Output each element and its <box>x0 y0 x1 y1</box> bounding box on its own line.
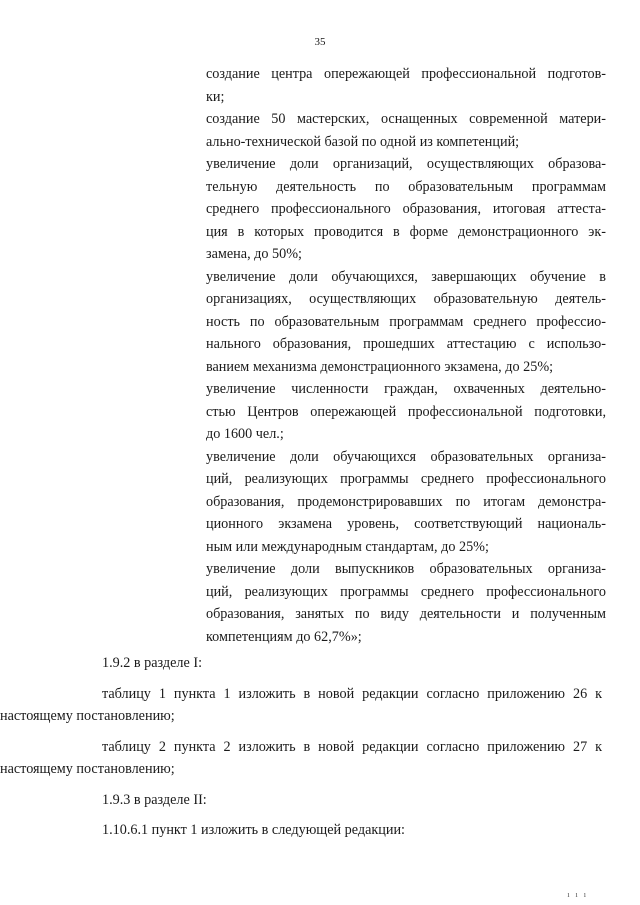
paragraph-1-9-3 <box>102 789 602 812</box>
paragraph-table-2 <box>0 736 602 781</box>
main-paragraphs <box>0 652 602 850</box>
list-line: ки; <box>206 88 225 105</box>
paragraph-text-line: настоящему постановлению; <box>0 708 175 724</box>
paragraph-text: 1.10.6.1 пункт 1 изложить в следующей редакции: <box>102 822 405 838</box>
list-line: создание 50 мастерских, оснащенных современной матери- <box>206 111 606 127</box>
paragraph-text-line: таблицу 1 пункта 1 изложить в новой редакции согласно приложению 26 к <box>102 685 602 702</box>
list-line: замена, до 50%; <box>206 246 302 262</box>
list-line: до 1600 чел.; <box>206 426 284 442</box>
list-line: увеличение численности граждан, охваченных деятельно- <box>206 381 606 397</box>
list-line: организациях, осуществляющих образовательную деятель- <box>206 291 606 307</box>
paragraph-1-9-2 <box>102 652 602 675</box>
paragraph-table-1 <box>0 683 602 728</box>
list-line: образования, продемонстрировавших по итогам демонстра- <box>206 493 606 510</box>
list-line: увеличение доли выпускников образовательных организа- <box>206 561 606 577</box>
list-line: образования, занятых по виду деятельности и полученным <box>206 606 606 622</box>
list-line: стью Центров опережающей профессиональной подготовки, <box>206 403 606 420</box>
list-line: ность по образовательным программам среднего профессио- <box>206 313 606 330</box>
paragraph-text: 1.9.2 в разделе I: <box>102 655 203 671</box>
list-line: ально-технической базой по одной из компетенций; <box>206 133 520 150</box>
list-line: ций, реализующих программы среднего профессионального <box>206 583 606 600</box>
list-line: нального образования, прошедших аттестацию с использо- <box>206 336 606 352</box>
paragraph-text-line: таблицу 2 пункта 2 изложить в новой редакции согласно приложению 27 к <box>102 738 602 755</box>
page-number: 35 <box>314 36 326 48</box>
list-line: тельную деятельность по образовательным программам <box>206 178 606 195</box>
paragraph-text-line: настоящему постановлению; <box>0 761 175 777</box>
list-line: увеличение доли организаций, осуществляющих образова- <box>206 156 606 172</box>
list-line: ций, реализующих программы среднего профессионального <box>206 471 606 487</box>
quoted-list-block <box>206 63 606 648</box>
list-line: увеличение доли обучающихся образовательных организа- <box>206 448 606 465</box>
list-line: ванием механизма демонстрационного экзамена, до 25%; <box>206 358 554 375</box>
footer-mark: ı ı ı <box>567 890 588 899</box>
list-line: среднего профессионального образования, итоговая аттеста- <box>206 201 606 217</box>
list-line: ционного экзамена уровень, соответствующий националь- <box>206 516 606 532</box>
paragraph-1-10-6-1 <box>102 819 602 842</box>
list-line: ным или международным стандартам, до 25%; <box>206 538 489 555</box>
paragraph-text: 1.9.3 в разделе II: <box>102 791 207 808</box>
list-line: увеличение доли обучающихся, завершающих обучение в <box>206 268 606 285</box>
list-line: создание центра опережающей профессиональной подготов- <box>206 66 606 82</box>
list-line: ция в которых проводится в форме демонстрационного эк- <box>206 223 606 240</box>
list-line: компетенциям до 62,7%»; <box>206 628 362 645</box>
